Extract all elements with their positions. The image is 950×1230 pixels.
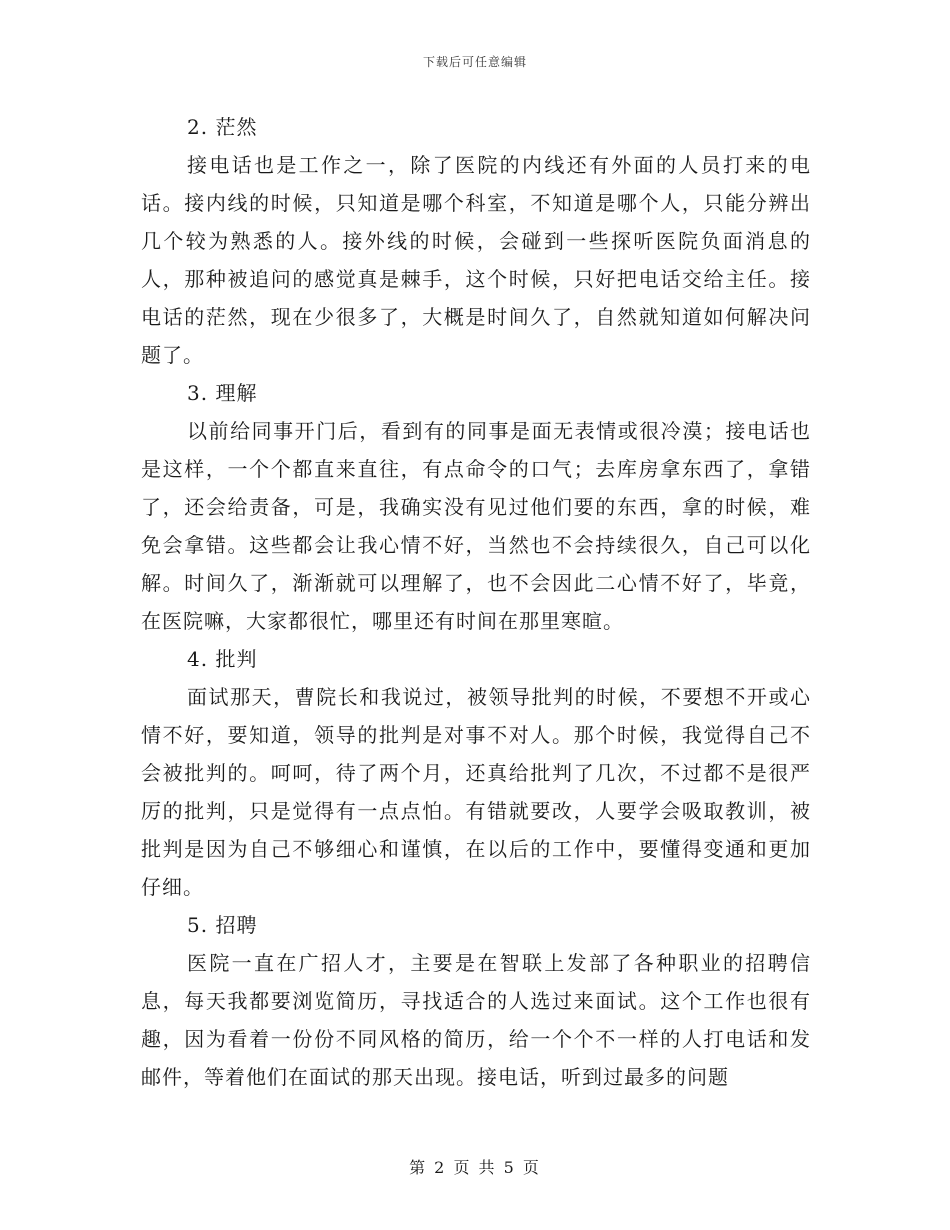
section-paragraph-2: 接电话也是工作之一，除了医院的内线还有外面的人员打来的电话。接内线的时候，只知道是哪个科室，不知道是哪个人，只能分辨出几个较为熟悉的人。接外线的时候，会碰到一些探听医院负面消息的人，那种被追问的感觉真是棘手，这个时候，只好把电话交给主任。接电话的茫然，现在少很多了，大概是时间久了，自然就知道如何解决问题了。: [141, 153, 811, 367]
section-heading-2: 2. 茫然: [187, 115, 258, 139]
section-paragraph-3: 以前给同事开门后，看到有的同事是面无表情或很冷漠；接电话也是这样，一个个都直来直往，有点命令的口气；去库房拿东西了，拿错了，还会给责备，可是，我确实没有见过他们要的东西，拿的时候，难免会拿错。这些都会让我心情不好，当然也不会持续很久，自己可以化解。时间久了，渐渐就可以理解了，也不会因此二心情不好了，毕竟，在医院嘛，大家都很忙，哪里还有时间在那里寒暄。: [141, 419, 811, 633]
section-paragraph-4: 面试那天，曹院长和我说过，被领导批判的时候，不要想不开或心情不好，要知道，领导的批判是对事不对人。那个时候，我觉得自己不会被批判的。呵呵，待了两个月，还真给批判了几次，不过都不是很严厉的批判，只是觉得有一点点怕。有错就要改，人要学会吸取教训，被批判是因为自己不够细心和谨慎，在以后的工作中，要懂得变通和更加仔细。: [141, 685, 811, 899]
section-heading-4: 4. 批判: [187, 647, 258, 671]
page-header: 下载后可任意编辑: [422, 55, 527, 69]
section-paragraph-5: 医院一直在广招人才，主要是在智联上发部了各种职业的招聘信息，每天我都要浏览简历，寻找适合的人选过来面试。这个工作也很有趣，因为看着一份份不同风格的简历，给一个个不一样的人打电话和发邮件，等着他们在面试的那天出现。接电话，听到过最多的问题: [141, 951, 811, 1089]
section-heading-3: 3. 理解: [187, 381, 258, 405]
page-number-footer: 第 2 页 共 5 页: [409, 1158, 541, 1177]
document-body: [141, 108, 811, 1096]
section-heading-5: 5. 招聘: [187, 913, 258, 937]
